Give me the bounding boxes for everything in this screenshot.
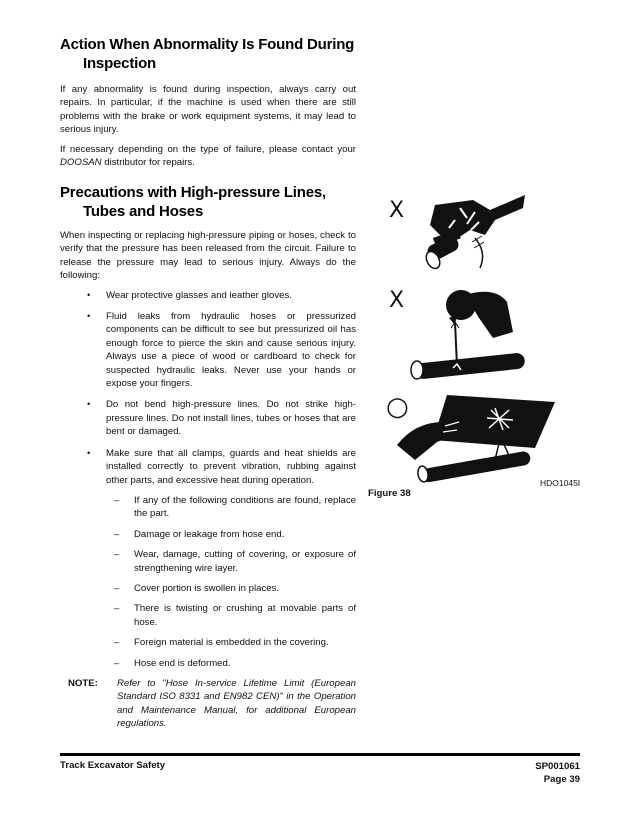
section-high-pressure (60, 183, 356, 739)
panel-bend-hose (423, 195, 525, 271)
hose-safety-illustration (375, 190, 585, 490)
list-item: – Damage or leakage from hose end. (114, 528, 285, 540)
list-item: – There is twisting or crushing at movable parts of hose. (114, 603, 356, 628)
wrong-mark-1: X (389, 198, 405, 223)
title-line-1: Precautions with High-pressure Lines, (60, 184, 326, 201)
section-title-high-pressure (60, 183, 356, 221)
list-item: • Make sure that all clamps, guards and heat shields are installed correctly to prevent vibration, rubbing against other parts, and excessive heat during operation. – If any of the following conditions are found, replace the part. – Damage or leakage from hose end. – Wear, damage, cutting of covering, or exposure of strengthening wire layer. – Cover portion is swollen in places. – There is twisting or crushing at movable parts of hose. – Foreign material is embedded in the covering. – Hose end is deformed. NOTE: Refer to "Hose In-service Lifetime Limit (European Standard ISO 8331 and EN982 CEN)" in the Operation and Maintenance Manual, for additional European regulations. (60, 447, 356, 731)
panel-face-leak (411, 290, 526, 380)
footer-divider (60, 753, 580, 756)
list-item: • Wear protective glasses and leather gloves. (87, 289, 292, 301)
note (68, 677, 356, 731)
list-item: • Do not bend high-pressure lines. Do not strike high-pressure lines. Do not install lines, tubes or hoses that are bent or damaged. (87, 399, 356, 438)
dash-list (60, 494, 356, 670)
figure-38-illustration (375, 190, 585, 495)
note-label: NOTE: (68, 677, 98, 689)
panel-cardboard-check (397, 395, 555, 483)
document-number: SP001061 (535, 761, 580, 772)
correct-mark: ○ (386, 392, 409, 422)
note-text: Refer to "Hose In-service Lifetime Limit (European Standard ISO 8331 and EN982 CEN)" in the Operation and Maintenance Manual, for additional European regulations. (117, 677, 356, 730)
section-abnormality (60, 35, 356, 169)
footer-page-info (535, 760, 580, 786)
bullet-list (60, 289, 356, 731)
paragraph-repairs: If any abnormality is found during inspection, always carry out repairs. In particular, if the machine is used when there are still problems with the brake or work equipment systems, it may lead to serious injury. (60, 84, 356, 136)
list-item: – Foreign material is embedded in the covering. (114, 637, 329, 649)
brand-name: DOOSAN (60, 157, 102, 169)
list-item: • Fluid leaks from hydraulic hoses or pressurized components can be difficult to see but pressurized oil has enough force to pierce the skin and cause serious injury. Always use a piece of wood or cardboard to check for suspected hydraulic leaks. Never use your hands or expose your fingers. (87, 311, 356, 390)
figure-caption: Figure 38 (368, 488, 411, 499)
section-title-abnormality (60, 35, 356, 73)
page-number: Page 39 (543, 774, 580, 785)
list-item: – If any of the following conditions are found, replace the part. (114, 494, 356, 520)
figure-id: HDO1045I (540, 478, 581, 488)
list-item: – Cover portion is swollen in places. (114, 582, 280, 594)
list-item: – Wear, damage, cutting of covering, or exposure of strengthening wire layer. (114, 549, 356, 574)
title-line-2: Tubes and Hoses (83, 203, 204, 220)
wrong-mark-2: X (389, 288, 405, 313)
footer-title: Track Excavator Safety (60, 760, 166, 771)
paragraph-intro: When inspecting or replacing high-pressure piping or hoses, check to verify that the pressure has been released from the circuit. Failure to release the pressure may lead to serious injury. Always do the following: (60, 230, 356, 282)
paragraph-contact: If necessary depending on the type of failure, please contact your DOOSAN distributor for repairs. (60, 143, 356, 169)
title-line-2: Inspection (83, 55, 157, 72)
list-item: – Hose end is deformed. (114, 657, 231, 669)
title-line-1: Action When Abnormality Is Found During (60, 36, 355, 53)
